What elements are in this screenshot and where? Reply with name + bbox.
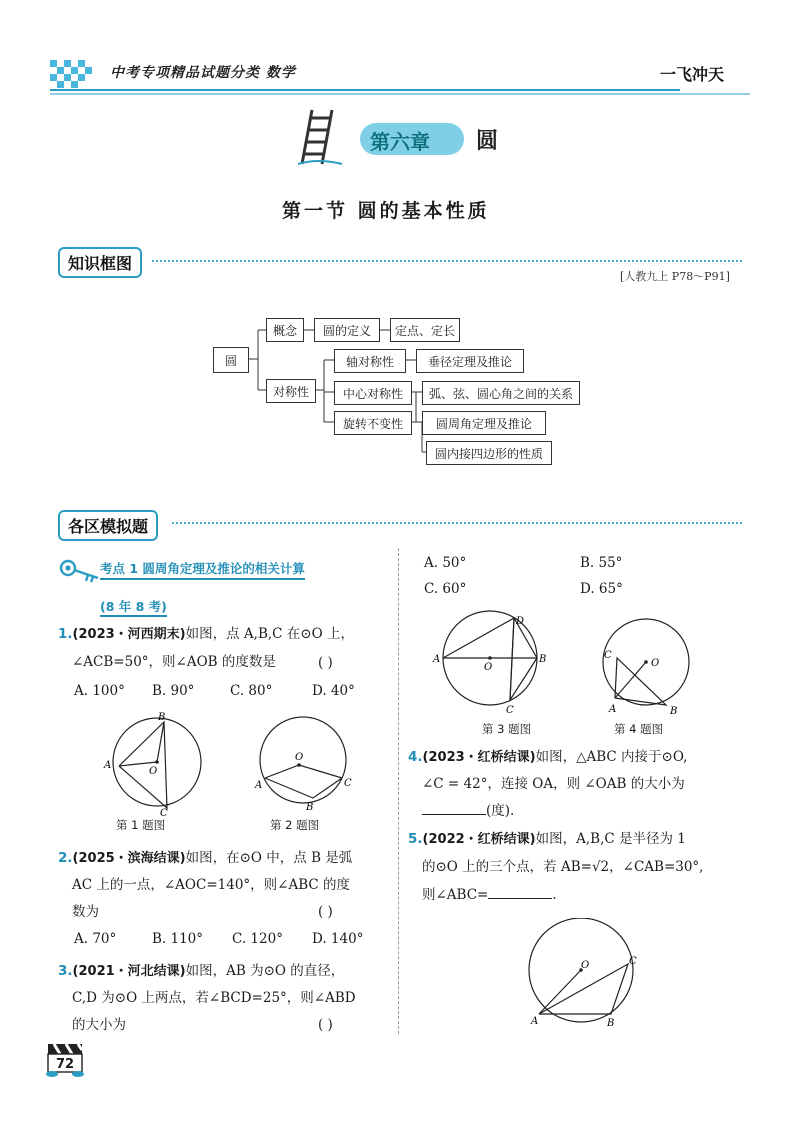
option-d[interactable]: D. 140° (312, 931, 364, 947)
option-b[interactable]: B. 110° (152, 931, 204, 947)
question-5 (408, 826, 686, 853)
label-o: O (651, 658, 660, 669)
question-number: 4. (408, 749, 423, 765)
question-1-line2: ∠ACB=50°，则∠AOB 的度数是 (72, 654, 276, 670)
dotted-divider (152, 260, 742, 262)
tree-definition: 圆的定义 (314, 318, 380, 342)
label-b: B (158, 712, 166, 723)
textbook-reference: [人教九上 P78～P91] (620, 270, 730, 283)
question-number: 3. (58, 963, 73, 979)
option-a[interactable]: A. 50° (424, 555, 467, 571)
question-4-line2: ∠C = 42°，连接 OA，则 ∠OAB 的大小为 (422, 776, 685, 792)
label-a: A (104, 760, 112, 771)
question-text: 如图，△ABC 内接于⊙O, (535, 749, 688, 765)
answer-paren: ( ) (318, 1017, 333, 1033)
figure-2-caption: 第 2 题图 (270, 818, 320, 832)
label-o: O (149, 766, 158, 777)
question-text: 如图，AB 为⊙O 的直径， (185, 963, 345, 979)
answer-blank[interactable] (488, 884, 552, 899)
label-c: C (506, 705, 514, 716)
option-a[interactable]: A. 70° (74, 931, 117, 947)
figure-1-caption: 第 1 题图 (116, 818, 166, 832)
page-number: 72 (56, 1057, 75, 1072)
question-source: (2022・红桥结课) (422, 832, 536, 847)
question-text: 如图，在⊙O 中，点 B 是弧 (185, 850, 353, 866)
label-c: C (604, 650, 612, 661)
brand-logo: 一飞冲天 (660, 65, 725, 84)
option-a[interactable]: A. 100° (74, 683, 125, 699)
tree-rotation: 旋转不变性 (334, 411, 412, 435)
series-title: 中考专项精品试题分类 数学 (110, 65, 296, 81)
kaodian-stat: (8 年 8 考) (100, 597, 167, 617)
question-3 (58, 958, 344, 985)
figure-5 (515, 918, 655, 1030)
figures-3-4 (420, 610, 710, 718)
question-5-line3: 则∠ABC= . (422, 882, 557, 909)
tree-concept: 概念 (266, 318, 304, 342)
question-number: 5. (408, 831, 423, 847)
option-d[interactable]: D. 65° (580, 581, 623, 597)
tree-inscribed-quad: 圆内接四边形的性质 (426, 441, 552, 465)
label-c: C (160, 808, 168, 816)
label-a: A (531, 1016, 539, 1027)
label-b: B (539, 654, 547, 665)
chapter-topic: 圆 (476, 128, 499, 154)
label-o: O (295, 752, 304, 763)
question-1 (58, 621, 354, 648)
label-b: B (306, 802, 314, 813)
question-source: (2025・滨海结课) (72, 851, 186, 866)
figures-1-2 (100, 710, 380, 816)
label-a: A (609, 704, 617, 715)
question-5-line2: 的⊙O 上的三个点，若 AB=√2，∠CAB=30°, (422, 859, 704, 875)
column-divider (398, 548, 399, 1034)
label-c: C (344, 778, 352, 789)
label-b: B (670, 706, 678, 717)
tree-fixed-point: 定点、定长 (390, 318, 460, 342)
label-a: A (433, 654, 441, 665)
label-d: D (516, 616, 525, 627)
question-source: (2021・河北结课) (72, 964, 186, 979)
question-2-line3: 数为 (72, 904, 99, 920)
answer-blank[interactable] (422, 800, 486, 815)
tree-arc-relation: 弧、弦、圆心角之间的关系 (422, 381, 580, 405)
answer-paren: ( ) (318, 655, 333, 671)
question-source: (2023・河西期末) (72, 627, 186, 642)
question-number: 1. (58, 626, 73, 642)
knowledge-tab: 知识框图 (58, 247, 142, 278)
key-icon (58, 556, 102, 584)
section-title: 第一节 圆的基本性质 (282, 200, 490, 222)
question-2-line2: AC 上的一点，∠AOC=140°，则∠ABC 的度 (72, 877, 351, 893)
option-b[interactable]: B. 90° (152, 683, 195, 699)
question-2 (58, 845, 352, 872)
tree-axial: 轴对称性 (334, 349, 406, 373)
tree-root: 圆 (213, 347, 249, 373)
figure-4-caption: 第 4 题图 (614, 722, 664, 736)
option-b[interactable]: B. 55° (580, 555, 623, 571)
option-c[interactable]: C. 60° (424, 581, 467, 597)
option-d[interactable]: D. 40° (312, 683, 355, 699)
answer-paren: ( ) (318, 904, 333, 920)
option-c[interactable]: C. 80° (230, 683, 273, 699)
question-3-line2: C,D 为⊙O 上两点，若∠BCD=25°，则∠ABD (72, 990, 356, 1006)
kaodian-title: 考点 1 圆周角定理及推论的相关计算 (100, 559, 305, 580)
tree-chord-theorem: 垂径定理及推论 (416, 349, 524, 373)
question-4 (408, 744, 687, 771)
ladder-icon (298, 104, 358, 168)
tree-symmetry: 对称性 (266, 379, 316, 403)
tree-inscribed-angle: 圆周角定理及推论 (422, 411, 546, 435)
exercises-tab: 各区模拟题 (58, 510, 158, 541)
question-text: 如图，A,B,C 是半径为 1 (535, 831, 686, 847)
chapter-label: 第六章 (370, 130, 430, 154)
label-b: B (607, 1018, 615, 1029)
label-c: C (629, 956, 637, 967)
question-text: 如图，点 A,B,C 在⊙O 上， (185, 626, 354, 642)
dotted-divider (172, 522, 742, 524)
label-a: A (255, 780, 263, 791)
option-c[interactable]: C. 120° (232, 931, 283, 947)
tree-central: 中心对称性 (334, 381, 412, 405)
question-4-line3: (度). (422, 798, 514, 825)
question-number: 2. (58, 850, 73, 866)
figure-3-caption: 第 3 题图 (482, 722, 532, 736)
label-o: O (484, 662, 493, 673)
label-o: O (581, 960, 590, 971)
question-source: (2023・红桥结课) (422, 750, 536, 765)
question-3-line3: 的大小为 (72, 1017, 126, 1033)
